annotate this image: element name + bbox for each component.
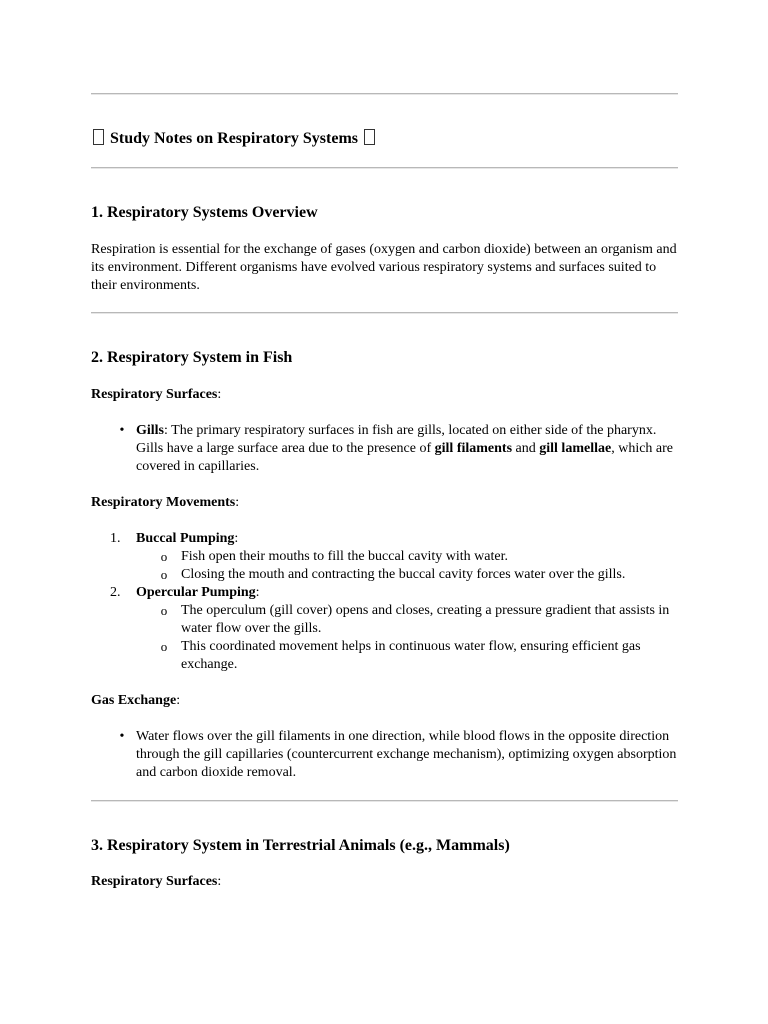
sub-list-item: o Fish open their mouths to fill the buccal cavity with water. xyxy=(91,548,678,566)
subsection-label: Respiratory Surfaces: xyxy=(91,874,222,889)
list-number: 2. xyxy=(110,585,121,600)
subsection-label: Gas Exchange: xyxy=(91,693,181,708)
subsection-label: Respiratory Surfaces: xyxy=(91,387,222,402)
divider xyxy=(91,800,678,802)
bullet-icon: • xyxy=(119,423,125,438)
missing-glyph-icon xyxy=(364,129,375,145)
section-heading: 3. Respiratory System in Terrestrial Animals (e.g., Mammals) xyxy=(91,837,510,854)
subsection-label: Respiratory Movements: xyxy=(91,495,240,510)
list-item: • Water flows over the gill filaments in one direction, while blood flows in the opposite direction through the gill capillaries (countercurrent exchange mechanism), optimizing oxygen absorption and carbon dioxide removal. xyxy=(91,728,678,782)
sub-bullet-icon: o xyxy=(160,567,168,582)
sub-list-item: o Closing the mouth and contracting the buccal cavity forces water over the gills. xyxy=(91,566,678,584)
sub-bullet-icon: o xyxy=(160,639,168,654)
bullet-list xyxy=(91,422,678,476)
list-item: • Gills: The primary respiratory surfaces in fish are gills, located on either side of the pharynx. Gills have a large surface area due to the presence of gill filaments and gill lamellae, which are covered in capillaries. xyxy=(91,422,678,476)
bullet-list xyxy=(91,728,678,782)
divider xyxy=(91,167,678,169)
list-number: 1. xyxy=(110,531,121,546)
list-item: 1. Buccal Pumping: xyxy=(110,531,239,546)
document-title-text: Study Notes on Respiratory Systems xyxy=(110,130,358,147)
section-heading: 2. Respiratory System in Fish xyxy=(91,349,293,366)
bullet-icon: • xyxy=(119,729,125,744)
sub-bullet-icon: o xyxy=(160,549,168,564)
divider xyxy=(91,93,678,95)
divider xyxy=(91,312,678,314)
overview-paragraph: Respiration is essential for the exchange of gases (oxygen and carbon dioxide) between an organism and its environment. Different organisms have evolved various respiratory systems and surfaces suited to their environments. xyxy=(91,242,677,293)
sub-list-item: o This coordinated movement helps in continuous water flow, ensuring efficient gas exchange. xyxy=(91,638,678,674)
numbered-list xyxy=(91,530,678,674)
sub-bullet-icon: o xyxy=(160,603,168,618)
sub-list-item: o The operculum (gill cover) opens and closes, creating a pressure gradient that assists in water flow over the gills. xyxy=(91,602,678,638)
document-title xyxy=(91,128,377,150)
missing-glyph-icon xyxy=(93,129,104,145)
section-heading: 1. Respiratory Systems Overview xyxy=(91,204,318,221)
list-item: 2. Opercular Pumping: xyxy=(110,585,260,600)
